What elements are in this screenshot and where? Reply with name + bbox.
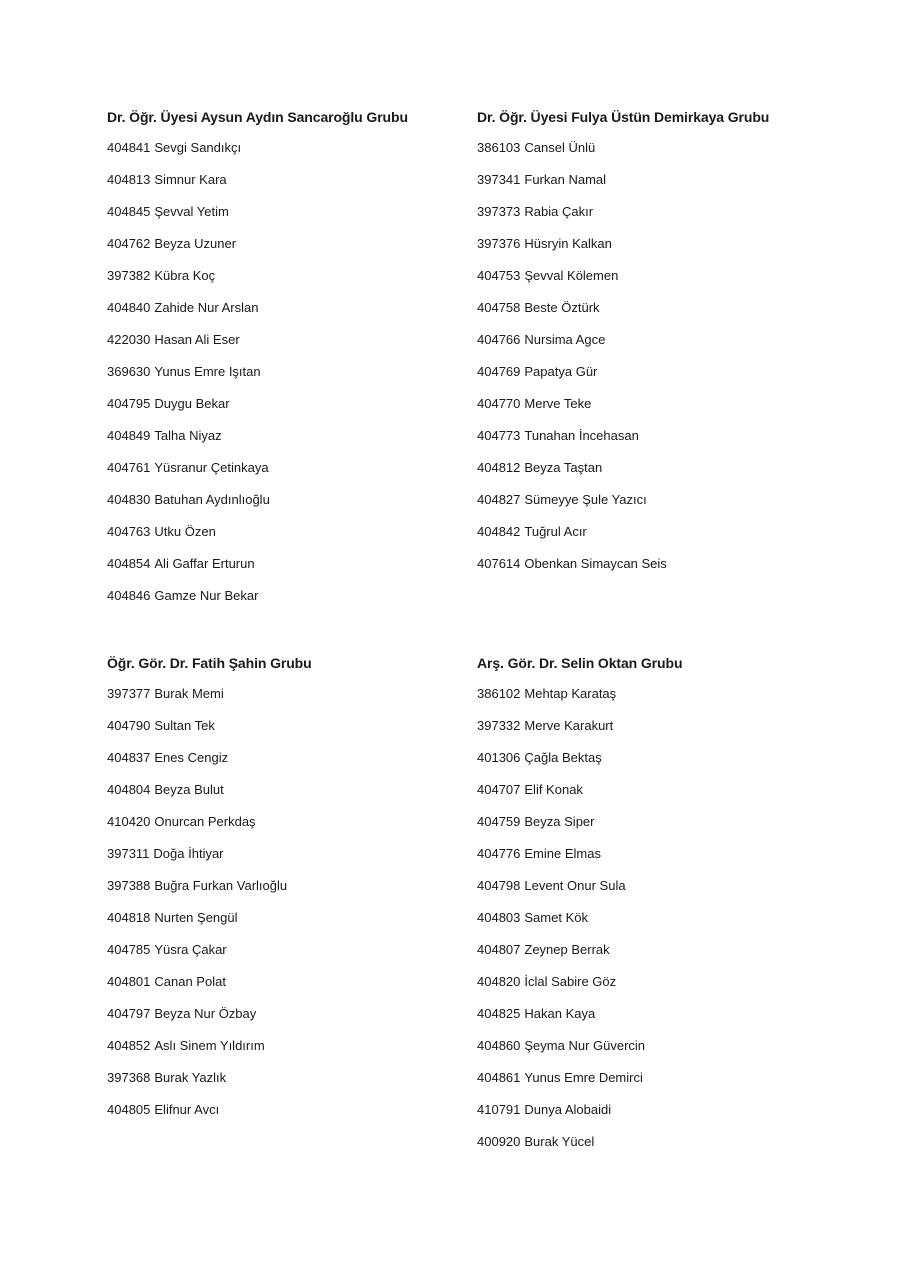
student-id: 404801	[107, 974, 151, 989]
student-name: Emine Elmas	[524, 846, 601, 861]
student-list	[107, 140, 467, 604]
student-name: Sevgi Sandıkçı	[154, 140, 242, 155]
student-id: 404840	[107, 300, 151, 315]
student-id: 404849	[107, 428, 151, 443]
student-entry	[107, 878, 467, 894]
student-entry	[477, 718, 837, 734]
student-id: 401306	[477, 750, 521, 765]
student-id: 404707	[477, 782, 521, 797]
student-name: Dunya Alobaidi	[524, 1102, 612, 1117]
student-name: Burak Memi	[154, 686, 224, 701]
student-list	[107, 686, 467, 1118]
student-id: 397377	[107, 686, 151, 701]
student-name: Samet Kök	[524, 910, 588, 925]
student-id: 404763	[107, 524, 151, 539]
student-entry	[107, 718, 467, 734]
student-id: 397332	[477, 718, 521, 733]
student-name: Zahide Nur Arslan	[154, 300, 259, 315]
student-entry	[477, 686, 837, 702]
student-entry	[107, 140, 467, 156]
student-name: Beyza Siper	[524, 814, 595, 829]
student-entry	[477, 750, 837, 766]
student-name: Beyza Uzuner	[154, 236, 237, 251]
student-entry	[477, 878, 837, 894]
student-entry	[107, 1070, 467, 1086]
student-name: Onurcan Perkdaş	[154, 814, 256, 829]
student-entry	[477, 268, 837, 284]
student-entry	[477, 332, 837, 348]
student-id: 404769	[477, 364, 521, 379]
student-entry	[107, 268, 467, 284]
student-name: Zeynep Berrak	[524, 942, 610, 957]
student-name: Papatya Gür	[524, 364, 598, 379]
student-entry	[107, 524, 467, 540]
student-name: Enes Cengiz	[154, 750, 229, 765]
student-name: Yüsranur Çetinkaya	[154, 460, 269, 475]
group-fulya-ustun-demirkaya	[477, 108, 837, 588]
group-title: Öğr. Gör. Dr. Fatih Şahin Grubu	[107, 655, 312, 671]
student-list	[477, 140, 837, 572]
student-name: Yüsra Çakar	[154, 942, 227, 957]
student-id: 404766	[477, 332, 521, 347]
student-id: 397311	[107, 846, 150, 861]
student-entry	[107, 300, 467, 316]
student-id: 404797	[107, 1006, 151, 1021]
student-name: Yunus Emre Demirci	[524, 1070, 643, 1085]
student-entry	[477, 396, 837, 412]
student-entry	[477, 1134, 837, 1150]
student-name: Cansel Ünlü	[524, 140, 596, 155]
student-entry	[107, 1006, 467, 1022]
student-entry	[477, 814, 837, 830]
student-entry	[477, 1038, 837, 1054]
student-name: Batuhan Aydınlıoğlu	[154, 492, 270, 507]
student-name: Burak Yazlık	[154, 1070, 227, 1085]
student-name: Mehtap Karataş	[524, 686, 617, 701]
student-id: 404852	[107, 1038, 151, 1053]
student-name: Gamze Nur Bekar	[154, 588, 259, 603]
student-id: 397373	[477, 204, 521, 219]
student-name: Hakan Kaya	[524, 1006, 596, 1021]
student-id: 397368	[107, 1070, 151, 1085]
student-entry	[477, 172, 837, 188]
student-entry	[107, 332, 467, 348]
student-id: 404845	[107, 204, 151, 219]
student-name: Ali Gaffar Erturun	[154, 556, 255, 571]
student-entry	[107, 492, 467, 508]
student-id: 404813	[107, 172, 151, 187]
student-name: Beyza Nur Özbay	[154, 1006, 257, 1021]
student-entry	[107, 172, 467, 188]
group-title: Dr. Öğr. Üyesi Fulya Üstün Demirkaya Grubu	[477, 109, 770, 125]
student-id: 404753	[477, 268, 521, 283]
student-entry	[477, 492, 837, 508]
group-title: Dr. Öğr. Üyesi Aysun Aydın Sancaroğlu Grubu	[107, 109, 408, 125]
student-name: Sultan Tek	[154, 718, 215, 733]
student-entry	[477, 782, 837, 798]
student-entry	[107, 686, 467, 702]
student-id: 404854	[107, 556, 151, 571]
student-name: Canan Polat	[154, 974, 226, 989]
student-id: 404818	[107, 910, 151, 925]
student-id: 404841	[107, 140, 151, 155]
student-entry	[477, 300, 837, 316]
student-id: 397376	[477, 236, 521, 251]
student-name: Nursima Agce	[524, 332, 606, 347]
student-entry	[477, 1070, 837, 1086]
student-name: Çağla Bektaş	[524, 750, 602, 765]
student-entry	[107, 846, 467, 862]
group-title: Arş. Gör. Dr. Selin Oktan Grubu	[477, 655, 683, 671]
student-name: Beyza Taştan	[524, 460, 603, 475]
student-entry	[107, 364, 467, 380]
student-name: İclal Sabire Göz	[524, 974, 617, 989]
student-id: 404830	[107, 492, 151, 507]
student-name: Şeyma Nur Güvercin	[524, 1038, 646, 1053]
student-name: Sümeyye Şule Yazıcı	[524, 492, 647, 507]
student-id: 397388	[107, 878, 151, 893]
student-id: 404812	[477, 460, 521, 475]
student-id: 404762	[107, 236, 151, 251]
student-id: 404861	[477, 1070, 521, 1085]
student-id: 404758	[477, 300, 521, 315]
student-name: Merve Karakurt	[524, 718, 614, 733]
student-entry	[477, 1102, 837, 1118]
student-list	[477, 686, 837, 1150]
student-name: Şevval Kölemen	[524, 268, 619, 283]
student-name: Tuğrul Acır	[524, 524, 587, 539]
student-entry	[477, 846, 837, 862]
student-id: 404825	[477, 1006, 521, 1021]
student-name: Obenkan Simaycan Seis	[524, 556, 667, 571]
student-id: 410791	[477, 1102, 521, 1117]
student-entry	[477, 140, 837, 156]
student-entry	[107, 1038, 467, 1054]
student-entry	[107, 814, 467, 830]
student-name: Şevval Yetim	[154, 204, 229, 219]
student-id: 397341	[477, 172, 521, 187]
student-name: Doğa İhtiyar	[153, 846, 224, 861]
student-name: Tunahan İncehasan	[524, 428, 639, 443]
student-entry	[107, 236, 467, 252]
student-name: Hasan Ali Eser	[154, 332, 240, 347]
student-name: Kübra Koç	[154, 268, 216, 283]
student-entry	[107, 942, 467, 958]
student-entry	[477, 910, 837, 926]
student-name: Elif Konak	[524, 782, 583, 797]
student-entry	[477, 428, 837, 444]
student-entry	[477, 942, 837, 958]
student-id: 404846	[107, 588, 151, 603]
student-entry	[107, 1102, 467, 1118]
student-id: 404761	[107, 460, 151, 475]
student-id: 404807	[477, 942, 521, 957]
student-id: 369630	[107, 364, 151, 379]
student-entry	[107, 588, 467, 604]
student-entry	[107, 428, 467, 444]
student-id: 404798	[477, 878, 521, 893]
student-id: 400920	[477, 1134, 521, 1149]
student-entry	[107, 460, 467, 476]
student-id: 404785	[107, 942, 151, 957]
student-id: 386103	[477, 140, 521, 155]
student-entry	[107, 974, 467, 990]
student-entry	[107, 556, 467, 572]
student-entry	[107, 910, 467, 926]
student-id: 404770	[477, 396, 521, 411]
student-name: Buğra Furkan Varlıoğlu	[154, 878, 288, 893]
student-entry	[477, 556, 837, 572]
student-id: 404803	[477, 910, 521, 925]
student-name: Burak Yücel	[524, 1134, 595, 1149]
student-id: 404860	[477, 1038, 521, 1053]
student-name: Rabia Çakır	[524, 204, 594, 219]
student-id: 410420	[107, 814, 151, 829]
student-id: 404773	[477, 428, 521, 443]
student-entry	[477, 460, 837, 476]
student-name: Furkan Namal	[524, 172, 607, 187]
student-name: Beyza Bulut	[154, 782, 224, 797]
group-aysun-aydin-sancaroglu	[107, 108, 467, 620]
student-entry	[477, 364, 837, 380]
student-id: 404842	[477, 524, 521, 539]
student-name: Levent Onur Sula	[524, 878, 626, 893]
student-id: 404805	[107, 1102, 151, 1117]
student-id: 404790	[107, 718, 151, 733]
student-entry	[107, 396, 467, 412]
student-entry	[477, 974, 837, 990]
student-name: Beste Öztürk	[524, 300, 600, 315]
student-id: 404827	[477, 492, 521, 507]
student-entry	[477, 1006, 837, 1022]
student-entry	[107, 750, 467, 766]
student-id: 407614	[477, 556, 521, 571]
student-id: 404820	[477, 974, 521, 989]
student-name: Nurten Şengül	[154, 910, 238, 925]
student-id: 397382	[107, 268, 151, 283]
student-name: Aslı Sinem Yıldırım	[154, 1038, 265, 1053]
student-id: 404795	[107, 396, 151, 411]
student-id: 404837	[107, 750, 151, 765]
student-name: Elifnur Avcı	[154, 1102, 220, 1117]
student-name: Utku Özen	[154, 524, 216, 539]
student-name: Talha Niyaz	[154, 428, 222, 443]
student-entry	[107, 204, 467, 220]
group-selin-oktan	[477, 654, 837, 1166]
student-name: Merve Teke	[524, 396, 592, 411]
student-name: Yunus Emre Işıtan	[154, 364, 261, 379]
student-id: 422030	[107, 332, 151, 347]
student-entry	[477, 204, 837, 220]
student-name: Simnur Kara	[154, 172, 227, 187]
student-name: Duygu Bekar	[154, 396, 230, 411]
student-entry	[477, 236, 837, 252]
group-fatih-sahin	[107, 654, 467, 1134]
student-id: 404776	[477, 846, 521, 861]
student-entry	[477, 524, 837, 540]
student-id: 386102	[477, 686, 521, 701]
student-entry	[107, 782, 467, 798]
student-id: 404804	[107, 782, 151, 797]
student-id: 404759	[477, 814, 521, 829]
student-name: Hüsryin Kalkan	[524, 236, 612, 251]
